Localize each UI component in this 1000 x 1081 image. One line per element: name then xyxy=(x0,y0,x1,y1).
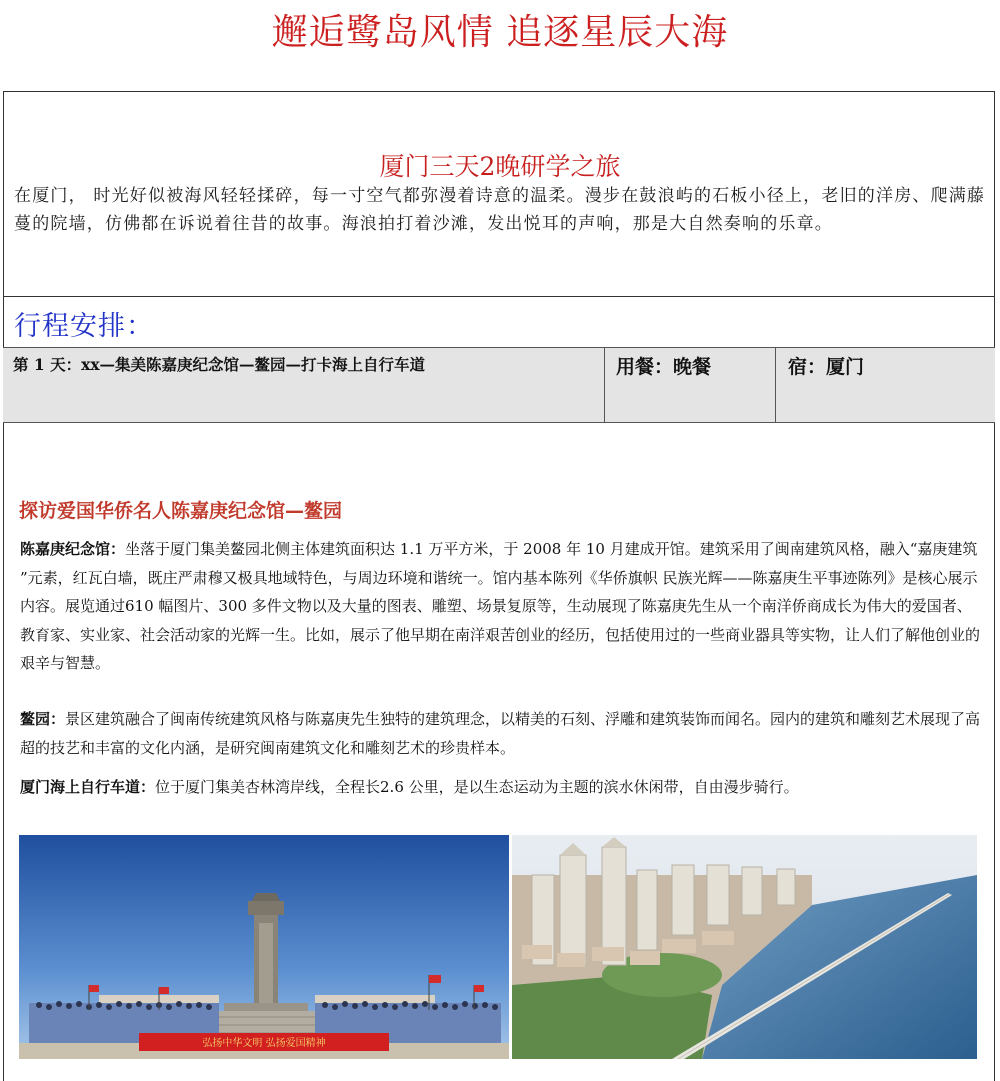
term-aoyuan: 鳌园： xyxy=(20,710,66,728)
day-1-route: 第 1 天：xx—集美陈嘉庚纪念馆—鳌园—打卡海上自行车道 xyxy=(13,355,426,374)
text-aoyuan: 景区建筑融合了闽南传统建筑风格与陈嘉庚先生独特的建筑理念，以精美的石刻、浮雕和建筑装饰而闻名。园内的建筑和雕刻艺术展现了高超的技艺和丰富的文化内涵，是研究闽南建筑文化和雕刻艺术的珍贵样本。 xyxy=(20,710,981,757)
day-1-stay: 宿：厦门 xyxy=(775,348,995,422)
itinerary-heading: 行程安排： xyxy=(14,311,154,342)
text-bike-lane: 位于厦门集美杏林湾岸线，全程长2.6 公里，是以生态运动为主题的滨水休闲带，自由漫步骑行。 xyxy=(155,778,799,796)
banner-text: 弘扬中华文明 弘扬爱国精神 xyxy=(202,1038,326,1049)
section-title: 探访爱国华侨名人陈嘉庚纪念馆—鳌园 xyxy=(19,500,343,522)
term-bike-lane: 厦门海上自行车道： xyxy=(20,778,156,796)
page-title: 邂逅鹭岛风情 追逐星辰大海 xyxy=(271,12,729,53)
coast-photo xyxy=(512,835,977,1059)
day-1-meal: 用餐：晚餐 xyxy=(604,348,775,422)
term-memorial: 陈嘉庚纪念馆： xyxy=(20,540,126,558)
day-1-row xyxy=(3,347,995,423)
monument-photo xyxy=(19,835,509,1059)
section-divider xyxy=(3,296,995,297)
text-memorial: 坐落于厦门集美鳌园北侧主体建筑面积达 1.1 万平方米，于 2008 年 10 月建成开馆。建筑采用了闽南建筑风格，融入“嘉庚建筑 ”元素，红瓦白墙，既庄严肃穆又极具地域特色，与周边环境和谐统一。馆内基本陈列《华侨旗帜 民族光辉——陈嘉庚生平事迹陈列》是核心展示内容。展览通过610 幅图片、300 多件文物以及大量的图表、雕塑、场景复原等，生动展现了陈嘉庚先生从一个南洋侨商成长为伟大的爱国者、教育家、实业家、社会活动家的光辉一生。比如，展示了他早期在南洋艰苦创业的经历，包括使用过的一些商业器具等实物，让人们了解他创业的艰辛与智慧。 xyxy=(20,540,981,672)
trip-subtitle: 厦门三天2晚研学之旅 xyxy=(379,152,621,181)
paragraph-memorial xyxy=(20,535,986,678)
paragraph-bike-lane xyxy=(20,773,986,802)
paragraph-aoyuan xyxy=(20,705,986,762)
intro-paragraph: 在厦门， 时光好似被海风轻轻揉碎，每一寸空气都弥漫着诗意的温柔。漫步在鼓浪屿的石板小径上，老旧的洋房、爬满藤蔓的院墙，仿佛都在诉说着往昔的故事。海浪拍打着沙滩，发出悦耳的声响，那是大自然奏响的乐章。 xyxy=(14,186,986,234)
